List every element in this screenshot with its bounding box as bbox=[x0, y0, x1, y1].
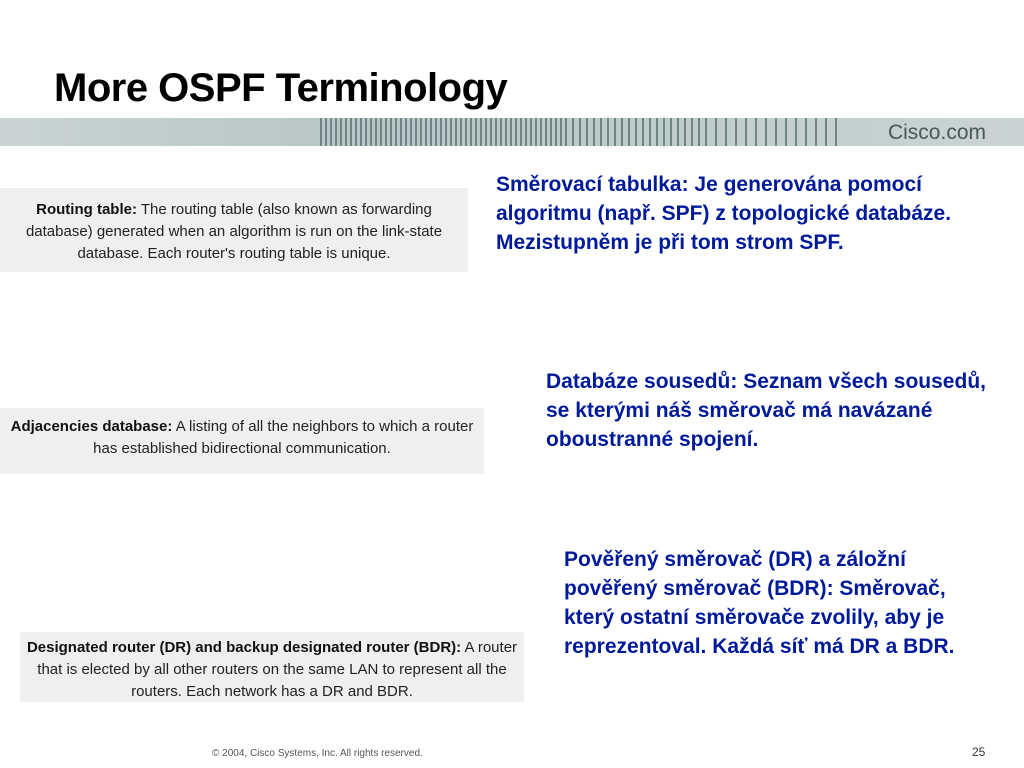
banner-stripe bbox=[455, 118, 457, 146]
banner-stripe bbox=[635, 118, 637, 146]
banner-stripe bbox=[440, 118, 442, 146]
translation-routing-table: Směrovací tabulka: Je generována pomocí algoritmu (např. SPF) z topologické databáze. Mezistupněm je při tom strom SPF. bbox=[496, 173, 952, 254]
banner-stripe bbox=[345, 118, 347, 146]
banner-stripe bbox=[380, 118, 382, 146]
banner-stripe bbox=[350, 118, 352, 146]
routing-table-definition bbox=[0, 188, 468, 272]
banner-stripe bbox=[340, 118, 342, 146]
banner-stripe bbox=[445, 118, 447, 146]
banner-stripe bbox=[365, 118, 367, 146]
banner-stripe bbox=[395, 118, 397, 146]
banner-stripe bbox=[550, 118, 552, 146]
banner-stripe bbox=[565, 118, 567, 146]
banner-stripe bbox=[698, 118, 700, 146]
banner-stripe bbox=[405, 118, 407, 146]
banner-stripe bbox=[540, 118, 542, 146]
banner-stripe bbox=[500, 118, 502, 146]
definition-text: A listing of all the neighbors to which a router has established bidirectional communication. bbox=[93, 418, 474, 457]
banner-stripe bbox=[415, 118, 417, 146]
banner-stripe bbox=[670, 118, 672, 146]
banner-stripe bbox=[614, 118, 616, 146]
banner-stripe bbox=[795, 118, 797, 146]
banner-stripe bbox=[642, 118, 644, 146]
banner-stripe bbox=[649, 118, 651, 146]
cisco-logo: Cisco.com bbox=[887, 121, 986, 144]
translation-designated-router: Pověřený směrovač (DR) a záložní pověřený směrovač (BDR): Směrovač, který ostatní směrovače zvolily, aby je reprezentoval. Každá síť má DR a BDR. bbox=[564, 548, 955, 658]
banner-stripe bbox=[390, 118, 392, 146]
banner-stripe bbox=[628, 118, 630, 146]
banner-stripe bbox=[495, 118, 497, 146]
banner-stripe bbox=[663, 118, 665, 146]
banner-stripe bbox=[420, 118, 422, 146]
designated-router-definition bbox=[20, 632, 524, 702]
banner-stripe bbox=[725, 118, 727, 146]
banner-stripe bbox=[370, 118, 372, 146]
banner-stripe bbox=[410, 118, 412, 146]
banner-stripe bbox=[490, 118, 492, 146]
banner-stripe bbox=[475, 118, 477, 146]
banner-stripe bbox=[375, 118, 377, 146]
slide-title: More OSPF Terminology bbox=[54, 66, 508, 110]
banner-stripe bbox=[785, 118, 787, 146]
banner-stripe bbox=[355, 118, 357, 146]
banner-stripe bbox=[805, 118, 807, 146]
definition-term: Adjacencies database: bbox=[10, 418, 173, 435]
banner-stripe bbox=[525, 118, 527, 146]
banner-stripe bbox=[320, 118, 322, 146]
banner-stripe bbox=[330, 118, 332, 146]
banner-stripe bbox=[555, 118, 557, 146]
copyright-footer: © 2004, Cisco Systems, Inc. All rights reserved. bbox=[212, 748, 423, 759]
banner-stripe bbox=[515, 118, 517, 146]
adjacencies-database-definition bbox=[0, 408, 484, 474]
definition-text: A router that is elected by all other routers on the same LAN to represent all the routers. Each network has a DR and BDR. bbox=[37, 639, 518, 700]
banner-stripe bbox=[425, 118, 427, 146]
banner-stripe bbox=[572, 118, 574, 146]
banner-stripe bbox=[480, 118, 482, 146]
header-banner bbox=[0, 118, 1024, 146]
banner-stripe bbox=[705, 118, 707, 146]
banner-stripe bbox=[385, 118, 387, 146]
banner-stripe bbox=[579, 118, 581, 146]
banner-stripe bbox=[621, 118, 623, 146]
banner-stripe bbox=[510, 118, 512, 146]
banner-stripe bbox=[485, 118, 487, 146]
definition-term: Routing table: bbox=[36, 201, 137, 218]
banner-stripe bbox=[450, 118, 452, 146]
banner-stripe bbox=[600, 118, 602, 146]
definition-text: The routing table (also known as forwarding database) generated when an algorithm is run on the link-state database. Each router's routing table is unique. bbox=[25, 201, 443, 262]
banner-stripe bbox=[607, 118, 609, 146]
definition-term: Designated router (DR) and backup designated router (BDR): bbox=[26, 639, 462, 656]
banner-stripe bbox=[691, 118, 693, 146]
banner-stripe bbox=[530, 118, 532, 146]
banner-stripe bbox=[825, 118, 827, 146]
banner-stripe bbox=[460, 118, 462, 146]
banner-stripe bbox=[435, 118, 437, 146]
banner-stripe bbox=[656, 118, 658, 146]
banner-stripe bbox=[835, 118, 837, 146]
banner-stripe bbox=[560, 118, 562, 146]
translation-adjacencies-database: Databáze sousedů: Seznam všech sousedů, se kterými náš směrovač má navázané oboustranné spojení. bbox=[546, 370, 986, 451]
banner-stripe bbox=[715, 118, 717, 146]
banner-stripe bbox=[465, 118, 467, 146]
banner-stripe bbox=[545, 118, 547, 146]
banner-stripe bbox=[815, 118, 817, 146]
banner-stripe bbox=[470, 118, 472, 146]
banner-stripe bbox=[684, 118, 686, 146]
banner-stripe bbox=[360, 118, 362, 146]
banner-stripe bbox=[335, 118, 337, 146]
banner-stripe bbox=[520, 118, 522, 146]
banner-stripe bbox=[765, 118, 767, 146]
page-number: 25 bbox=[972, 745, 986, 759]
banner-stripe bbox=[325, 118, 327, 146]
banner-stripe bbox=[535, 118, 537, 146]
banner-stripe bbox=[745, 118, 747, 146]
banner-stripe bbox=[677, 118, 679, 146]
banner-stripe bbox=[593, 118, 595, 146]
banner-stripe bbox=[400, 118, 402, 146]
banner-stripe bbox=[505, 118, 507, 146]
banner-stripe bbox=[775, 118, 777, 146]
banner-stripe bbox=[430, 118, 432, 146]
banner-stripe bbox=[735, 118, 737, 146]
banner-stripe bbox=[755, 118, 757, 146]
banner-stripe bbox=[586, 118, 588, 146]
